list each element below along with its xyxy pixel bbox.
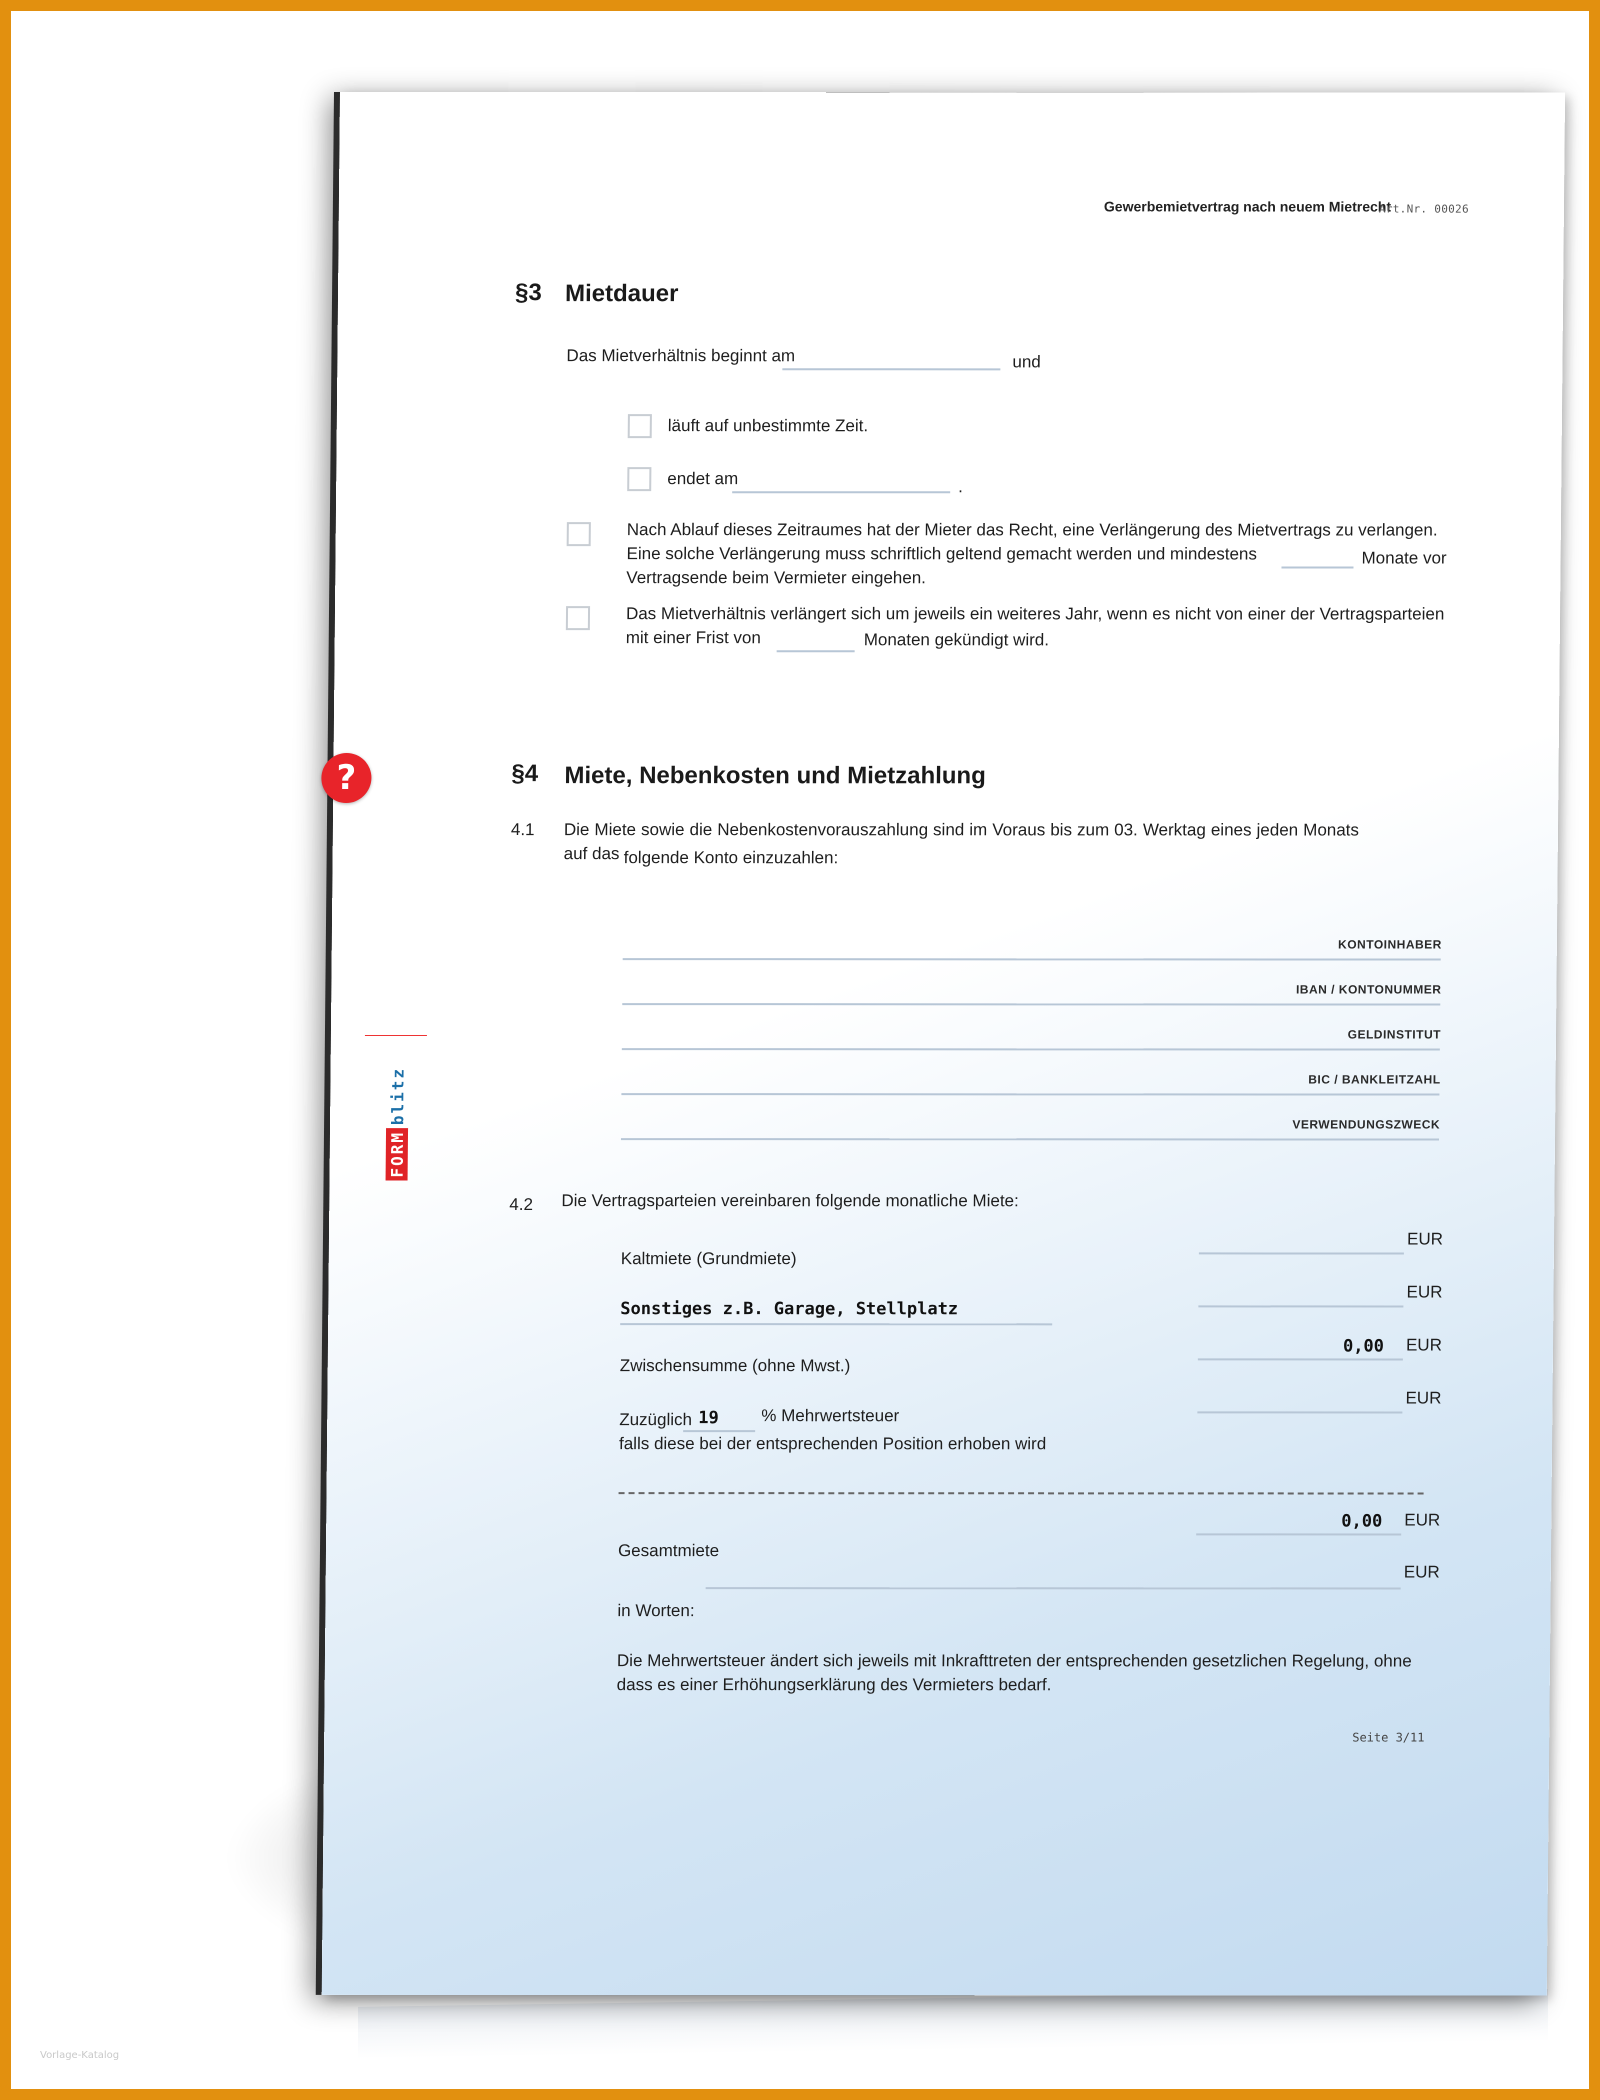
ends-checkbox[interactable] [627,467,651,491]
extension-line-2b: Monate vor [1361,548,1447,568]
ends-date-field[interactable] [732,491,950,493]
renewal-line-1: Das Mietverhältnis verlängert sich um jeweils ein weiteres Jahr, wenn es nicht von einer der Vertragsparteien [625,604,1445,624]
section4-number: §4 [511,760,539,788]
gesamtmiete-label: Gesamtmiete [617,1541,720,1561]
zwischensumme-value: 0,00 [1342,1336,1385,1357]
bank-label-geldinstitut: GELDINSTITUT [1347,1027,1442,1042]
begins-label: Das Mietverhältnis beginnt am [566,346,796,366]
document-page [322,92,1565,1996]
extension-line-2a: Eine solche Verlängerung muss schriftlich geltend gemacht werden und mindestens [626,544,1258,564]
bank-label-bic: BIC / BANKLEITZAHL [1308,1072,1441,1087]
gesamtmiete-value: 0,00 [1341,1511,1383,1532]
bank-field-geldinstitut[interactable] [622,1048,1440,1050]
vat-percent-field[interactable] [683,1430,755,1432]
catalog-watermark: Vorlage-Katalog [40,2050,120,2061]
bank-field-bic[interactable] [621,1093,1439,1095]
zwischensumme-currency: EUR [1405,1335,1443,1355]
begins-date-field[interactable] [782,368,1000,370]
sonstiges-label[interactable]: Sonstiges z.B. Garage, Stellplatz [620,1299,959,1320]
section3-title: Mietdauer [564,280,679,308]
in-worten-currency: EUR [1403,1562,1440,1582]
formblitz-logo [386,1035,409,1181]
help-question-icon[interactable]: ? [321,753,371,803]
bank-field-iban[interactable] [622,1003,1440,1005]
zwischensumme-label: Zwischensumme (ohne Mwst.) [619,1356,851,1376]
sub42-number: 4.2 [509,1195,534,1215]
sonstiges-field[interactable] [1198,1305,1403,1307]
kaltmiete-currency: EUR [1406,1229,1444,1249]
in-worten-label: in Worten: [617,1601,695,1621]
unlimited-label: läuft auf unbestimmte Zeit. [667,416,869,436]
page-number: Seite 3/11 [1352,1730,1425,1745]
article-number: Art.Nr. 00026 [1378,202,1469,216]
bank-label-verwendungszweck: VERWENDUNGSZWECK [1292,1117,1441,1132]
bank-label-kontoinhaber: KONTOINHABER [1338,937,1442,952]
vat-label: % Mehrwertsteuer [761,1406,900,1426]
section4-title: Miete, Nebenkosten und Mietzahlung [564,762,986,790]
sub41-line-1: Die Miete sowie die Nebenkostenvorauszahlung sind im Voraus bis zum 03. Werktag eines jeden Monats auf das [563,820,1360,864]
gesamtmiete-currency: EUR [1404,1510,1441,1530]
sum-divider [619,1492,1424,1494]
vat-note: falls diese bei der entsprechenden Position erhoben wird [618,1434,1047,1454]
ends-suffix: . [958,477,964,497]
extension-line-3: Vertragsende beim Vermieter eingehen. [626,568,927,588]
sub41-line-2: folgende Konto einzuzahlen: [623,848,839,868]
logo-form-part: FORM [386,1128,409,1181]
vat-amount-field [1197,1411,1402,1413]
unlimited-checkbox[interactable] [628,414,652,438]
vat-currency: EUR [1405,1388,1442,1408]
sub41-number: 4.1 [510,820,535,840]
zwischensumme-field [1198,1358,1403,1360]
sonstiges-label-underline [620,1323,1052,1325]
sub42-text: Die Vertragsparteien vereinbaren folgende monatliche Miete: [561,1191,1019,1211]
extension-checkbox[interactable] [567,522,591,546]
sonstiges-currency: EUR [1406,1282,1443,1302]
ends-label: endet am [667,469,739,489]
renewal-checkbox[interactable] [566,606,590,630]
vat-percent-value[interactable]: 19 [698,1408,719,1429]
zuzueglich-label: Zuzüglich [619,1410,693,1430]
vat-notice-line-1: Die Mehrwertsteuer ändert sich jeweils mit Inkrafttreten der entsprechenden gesetzlichen Regelung, ohne [616,1651,1412,1671]
bank-field-kontoinhaber[interactable] [623,958,1441,960]
vat-notice-line-2: dass es einer Erhöhungserklärung des Vermieters bedarf. [616,1675,1052,1695]
kaltmiete-field[interactable] [1199,1252,1404,1254]
extension-months-field[interactable] [1281,566,1353,568]
renewal-line-2b: Monaten gekündigt wird. [863,630,1050,650]
logo-blitz-part: blitz [386,1064,409,1128]
renewal-months-field[interactable] [777,650,855,652]
section3-number: §3 [514,279,542,307]
extension-line-1: Nach Ablauf dieses Zeitraumes hat der Mieter das Recht, eine Verlängerung des Mietvertrags zu verlangen. [626,520,1438,540]
renewal-line-2a: mit einer Frist von [625,628,761,648]
in-worten-field[interactable] [706,1587,1401,1589]
page-reflection [358,1989,1548,2059]
begins-suffix: und [1012,352,1041,372]
gesamtmiete-field [1196,1533,1401,1535]
document-header-title: Gewerbemietvertrag nach neuem Mietrecht [1103,198,1392,215]
kaltmiete-label: Kaltmiete (Grundmiete) [620,1249,797,1269]
bank-field-verwendungszweck[interactable] [621,1138,1439,1140]
bank-label-iban: IBAN / KONTONUMMER [1295,982,1442,997]
